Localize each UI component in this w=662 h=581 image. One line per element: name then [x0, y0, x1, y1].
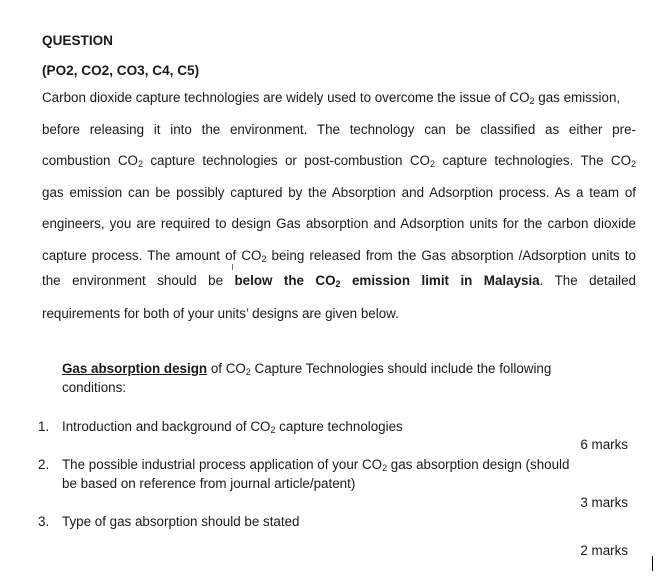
list-item-2-marks: 3 marks	[580, 495, 628, 510]
list-item-3-marks: 2 marks	[580, 543, 628, 558]
p-l7a: the environment should be	[42, 273, 235, 288]
question-heading: QUESTION	[42, 33, 113, 48]
list-item-1-marks: 6 marks	[580, 437, 628, 452]
item2-a: The possible industrial process application of your CO	[62, 457, 383, 472]
p-l7c: . The detailed	[539, 273, 637, 288]
p-l3sub1: 2	[137, 159, 143, 169]
p-l3b: capture technologies or post-combustion CO	[142, 153, 430, 168]
intro-rest-sub: 2	[245, 367, 251, 377]
tiny-mark	[232, 264, 233, 270]
p-l7bold1: below the CO	[234, 273, 336, 288]
p-l7bold2: emission limit in Malaysia	[340, 273, 540, 288]
list-item-1-number: 1.	[38, 419, 50, 434]
p-l1b: gas emission,	[534, 90, 621, 105]
intro-line-1	[62, 361, 551, 376]
intro-line-2: conditions:	[62, 380, 127, 395]
item2-b: gas absorption design (should	[387, 457, 570, 472]
item1-b: capture technologies	[275, 419, 403, 434]
paragraph-line-7	[42, 273, 636, 288]
item2-sub: 2	[382, 463, 388, 473]
paragraph-line-1	[42, 90, 620, 105]
p-l6b: being released from the Gas absorption /Adsorption units to	[266, 248, 636, 263]
list-item-2-text	[62, 457, 569, 472]
paragraph-line-6	[42, 248, 636, 263]
intro-rest-a: of CO	[207, 361, 246, 376]
paragraph-line-5: engineers, you are required to design Gas absorption and Adsorption units for the carbon dioxide	[42, 216, 636, 231]
list-item-3-number: 3.	[38, 514, 50, 529]
p-l1a: Carbon dioxide capture technologies are widely used to overcome the issue of CO	[42, 90, 530, 105]
paragraph-line-8: requirements for both of your units’ designs are given below.	[42, 306, 399, 321]
p-l3sub3: 2	[631, 159, 637, 169]
paragraph-line-2: before releasing it into the environment. The technology can be classified as either pre-	[42, 122, 636, 137]
p-l6sub: 2	[261, 254, 267, 264]
p-l1sub: 2	[529, 96, 535, 106]
list-item-2-text-line-2: be based on reference from journal article/patent)	[62, 476, 356, 491]
item1-a: Introduction and background of CO	[62, 419, 271, 434]
list-item-1-text	[62, 419, 403, 434]
list-item-2-number: 2.	[38, 457, 50, 472]
p-l3sub2: 2	[429, 159, 435, 169]
p-l6a: capture process. The amount of CO	[42, 248, 262, 263]
p-l3a: combustion CO	[42, 153, 138, 168]
item1-sub: 2	[270, 425, 276, 435]
paragraph-line-3	[42, 153, 636, 168]
p-l7sub: 2	[335, 279, 341, 289]
list-item-3-text: Type of gas absorption should be stated	[62, 514, 300, 529]
gas-absorption-design-heading: Gas absorption design	[62, 361, 208, 376]
outcome-codes: (PO2, CO2, CO3, C4, C5)	[42, 63, 200, 78]
text-cursor	[652, 556, 653, 571]
p-l3c: capture technologies. The CO	[434, 153, 631, 168]
paragraph-line-4: gas emission can be possibly captured by the Absorption and Adsorption process. As a team of	[42, 185, 636, 200]
intro-rest-b: Capture Technologies should include the following	[250, 361, 552, 376]
